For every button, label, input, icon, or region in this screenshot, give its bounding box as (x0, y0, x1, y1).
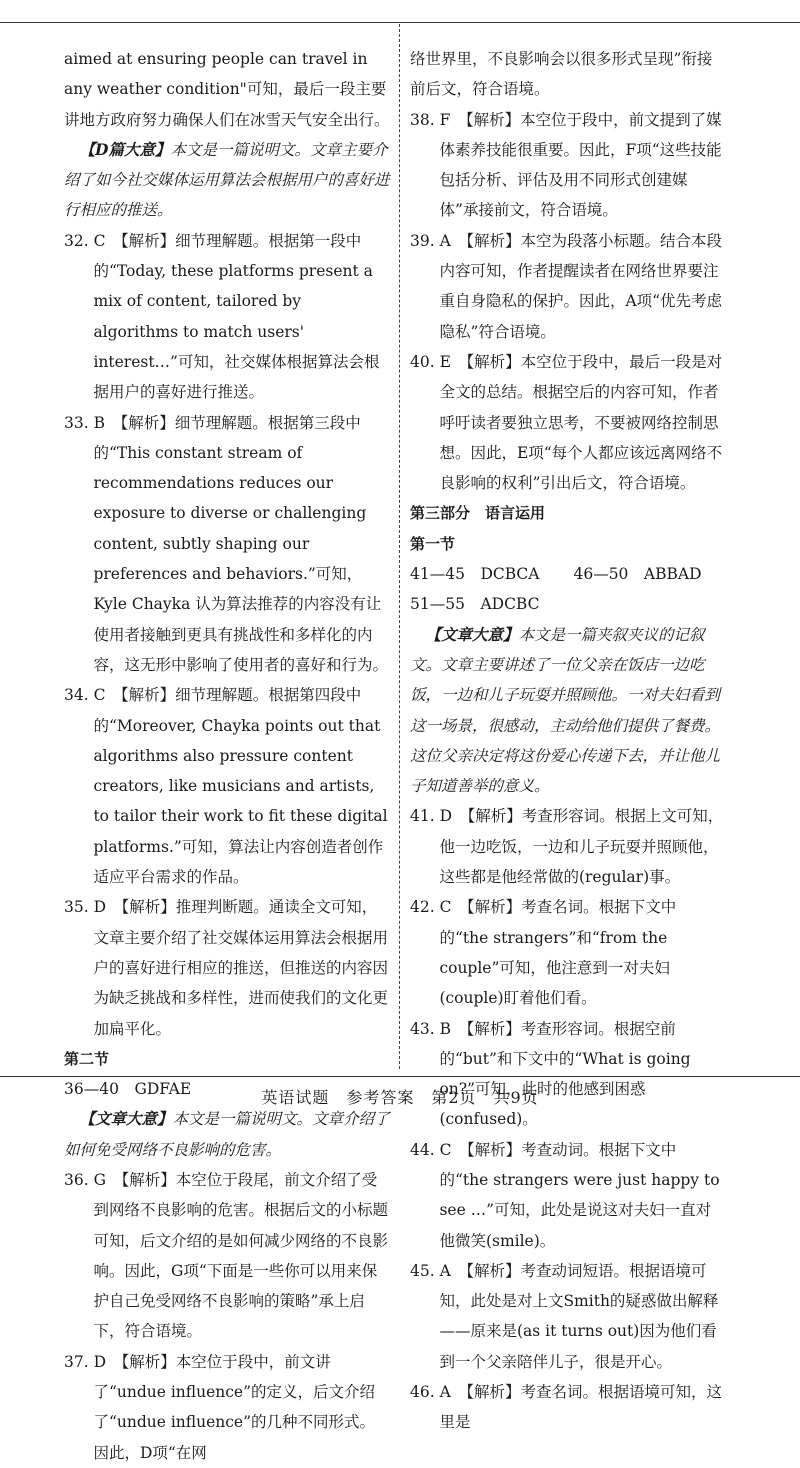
answer-group-41-45: 41—45 DCBCA (410, 565, 540, 584)
summary-label: 【文章大意】 (79, 1109, 173, 1129)
answer-item-40: 40. E 【解析】本空位于段中，最后一段是对全文的总结。根据空后的内容可知，作者呼吁读者要独立思考，不要被网络控制思想。因此，E项“每个人都应该远离网络不良影响的权利”引出后文，符合语境。 (410, 352, 723, 493)
answer-item-32: 32. C 【解析】细节理解题。根据第一段中的“Today, these platforms present a mix of content, tailored by algorithms to match users' interest…”可知，社交媒体根据算法会根据用户的喜好进行推送。 (64, 231, 380, 402)
answer-item-41: 41. D 【解析】考查形容词。根据上文可知，他一边吃饭，一边和儿子玩耍并照顾他，这些都是他经常做的(regular)事。 (410, 807, 724, 887)
answer-item-37: 37. D 【解析】本空位于段中，前文讲了“undue influence”的定义，后文介绍了“undue influence”的几种不同形式。因此，D项“在网 (64, 1352, 376, 1462)
summary-label: 【文章大意】 (425, 624, 519, 644)
page-footer: 英语试题 参考答案 第2页 共9页 (261, 1088, 539, 1107)
section3-summary (410, 620, 724, 802)
answer-item-36: 36. G 【解析】本空位于段尾，前文介绍了受到网络不良影响的危害。根据后文的小标题可知，后文介绍的是如何减少网络的不良影响。因此，G项“下面是一些你可以用来保护自己免受网络不良影响的策略”承上启下，符合语境。 (64, 1170, 388, 1341)
left-column (64, 44, 390, 1468)
answer-item-37-continued: 络世界里，不良影响会以很多形式呈现”衔接前后文，符合语境。 (410, 50, 713, 99)
passage-d-summary (64, 135, 390, 226)
top-rule (0, 22, 800, 23)
answer-item-33: 33. B 【解析】细节理解题。根据第三段中的“This constant stream of recommendations reduces our exposure to diverse or challenging content, subtly shaping our preferences and behaviors.”可知，Kyle Chayka 认为算法推荐的内容没有让使用者接触到更具有挑战性和多样化的内容，这无形中影响了使用者的喜好和行为。 (64, 413, 388, 674)
answer-item-42: 42. C 【解析】考查名词。根据下文中的“the strangers”和“from the couple”可知，他注意到一对夫妇(couple)盯着他们看。 (410, 898, 677, 1008)
summary-text: 本文是一篇说明文。文章主要介绍了如今社交媒体运用算法会根据用户的喜好进行相应的推送。 (64, 140, 390, 220)
bottom-rule (0, 1076, 800, 1077)
summary-text: 本文是一篇夹叙夹议的记叙文。文章主要讲述了一位父亲在饭店一边吃饭，一边和儿子玩耍并照顾他。一对夫妇看到这一场景，很感动，主动给他们提供了餐费。这位父亲决定将这份爱心传递下去，并让他儿子知道善举的意义。 (410, 625, 721, 796)
answer-item-39: 39. A 【解析】本空为段落小标题。结合本段内容可知，作者提醒读者在网络世界要注重自身隐私的保护。因此，A项“优先考虑隐私”符合语境。 (410, 231, 723, 341)
summary-text: 本文是一篇说明文。文章介绍了如何免受网络不良影响的危害。 (64, 1110, 390, 1159)
answer-item-45: 45. A 【解析】考查动词短语。根据语境可知，此处是对上文Smith的疑惑做出解释——原来是(as it turns out)因为他们看到一个父亲陪伴儿子，很是开心。 (410, 1261, 719, 1371)
part-heading-3: 第三部分 语言运用 (410, 504, 546, 523)
passage-c-ending: aimed at ensuring people can travel in any weather condition"可知，最后一段主要讲地方政府努力确保人们在冰雪天气安全出行。 (64, 50, 390, 129)
summary-label: 【D篇大意】 (79, 139, 171, 159)
answer-row-41-50 (410, 559, 724, 589)
answer-item-46: 46. A 【解析】考查名词。根据语境可知，这里是 (410, 1383, 723, 1432)
section-heading-1: 第一节 (410, 534, 456, 553)
answer-row-51-55: 51—55 ADCBC (410, 595, 540, 614)
answer-item-35: 35. D 【解析】推理判断题。通读全文可知，文章主要介绍了社交媒体运用算法会根据用户的喜好进行相应的推送，但推送的内容因为缺乏挑战和多样性，进而使我们的文化更加扁平化。 (64, 898, 388, 1038)
answer-item-38: 38. F 【解析】本空位于段中，前文提到了媒体素养技能很重要。因此，F项“这些技能包括分析、评估及用不同形式创建媒体”承接前文，符合语境。 (410, 110, 722, 220)
section2-summary (64, 1104, 390, 1165)
answer-item-34: 34. C 【解析】细节理解题。根据第四段中的“Moreover, Chayka points out that algorithms also pressure content creators, like musicians and artists, to tailor their work to fit these digital platforms.”可知，算法让内容创造者创作适应平台需求的作品。 (64, 686, 388, 887)
answer-item-44: 44. C 【解析】考查动词。根据下文中的“the strangers were just happy to see …”可知，此处是说这对夫妇一直对他微笑(smile)。 (410, 1140, 720, 1250)
section-heading-2: 第二节 (64, 1049, 110, 1068)
column-divider (399, 24, 400, 1069)
answer-group-46-50: 46—50 ABBAD (573, 565, 702, 584)
right-column (410, 44, 724, 1438)
answer-item-43: 43. B 【解析】考查形容词。根据空前的“but”和下文中的“What is going on?”可知，此时的他感到困惑(confused)。 (410, 1019, 691, 1129)
answer-row-36-40: 36—40 GDFAE (64, 1080, 192, 1099)
